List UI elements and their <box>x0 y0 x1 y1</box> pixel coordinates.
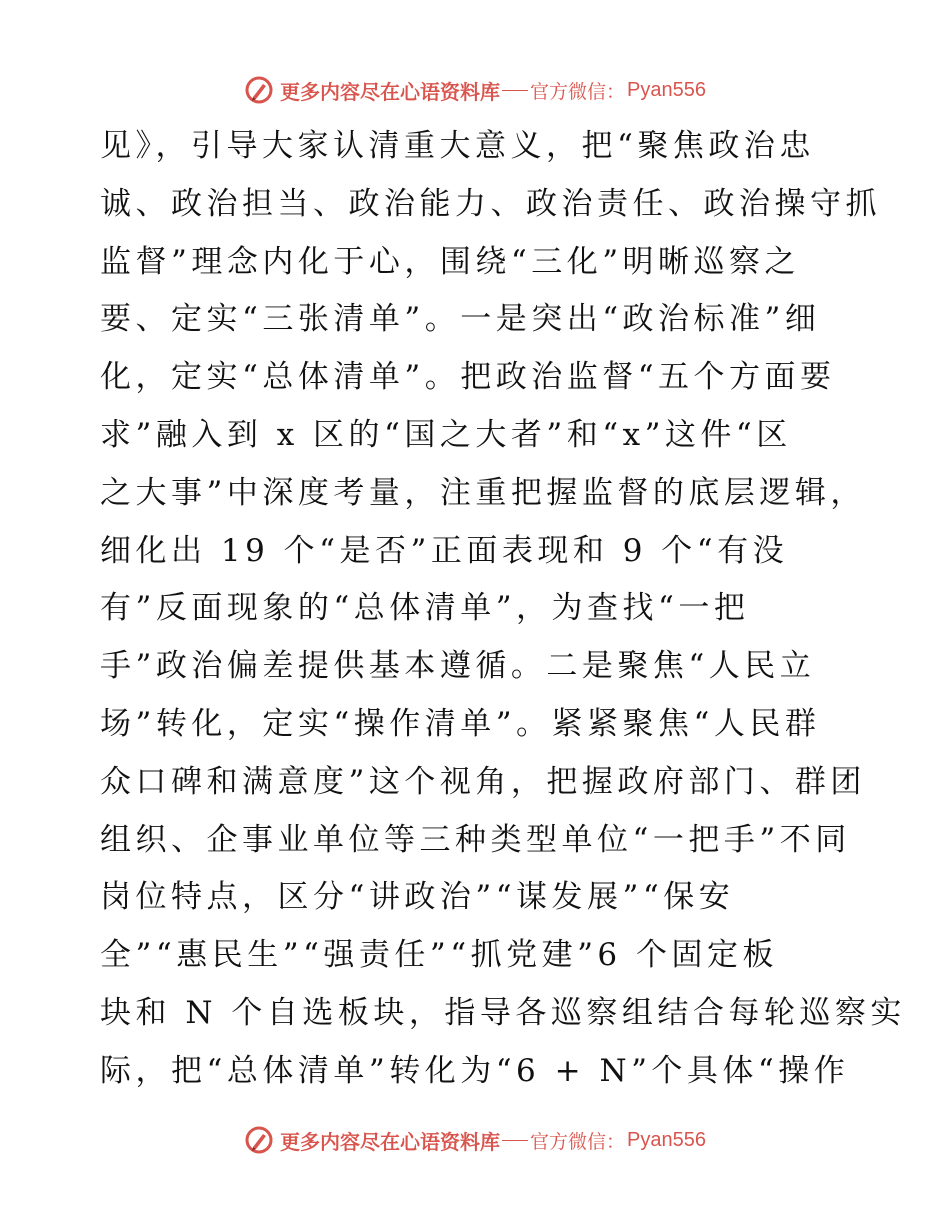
header-contact-id: Pyan556 <box>627 78 706 101</box>
text-line: 组织、企事业单位等三种类型单位“一把手”不同 <box>100 821 851 858</box>
text-line: 有”反面现象的“总体清单”，为查找“一把 <box>100 590 750 627</box>
footer-banner <box>0 1120 950 1160</box>
text-line: 际，把“总体清单”转化为“6 + N”个具体“操作 <box>100 1052 850 1089</box>
header-title: 更多内容尽在心语资料库 <box>280 79 500 104</box>
text-line: 要、定实“三张清单”。一是突出“政治标准”细 <box>100 301 821 338</box>
header-contact-label: 官方微信： <box>530 80 626 103</box>
text-line: 化，定实“总体清单”。把政治监督“五个方面要 <box>100 359 836 396</box>
text-line: 岗位特点，区分“讲政治”“谋发展”“保安 <box>100 879 735 916</box>
text-line: 细化出 19 个“是否”正面表现和 9 个“有没 <box>100 532 789 569</box>
text-line: 手”政治偏差提供基本遵循。二是聚焦“人民立 <box>100 648 816 685</box>
text-line: 监督”理念内化于心，围绕“三化”明晰巡察之 <box>100 243 801 280</box>
text-line: 块和 N 个自选板块，指导各巡察组结合每轮巡察实 <box>100 994 906 1031</box>
pen-circle-icon <box>244 1125 274 1155</box>
pen-circle-icon <box>244 75 274 105</box>
footer-dash <box>502 1140 528 1141</box>
text-line: 之大事”中深度考量，注重把握监督的底层逻辑， <box>100 474 866 511</box>
document-body <box>100 118 906 1101</box>
footer-contact-label: 官方微信： <box>530 1130 626 1153</box>
header-dash <box>502 90 528 91</box>
footer-title: 更多内容尽在心语资料库 <box>280 1129 500 1154</box>
text-line: 场”转化，定实“操作清单”。紧紧聚焦“人民群 <box>100 705 821 742</box>
text-line: 求”融入到 x 区的“国之大者”和“x”这件“区 <box>100 416 792 453</box>
footer-contact-id: Pyan556 <box>627 1128 706 1151</box>
text-line: 见》，引导大家认清重大意义，把“聚焦政治忠 <box>100 128 815 164</box>
header-banner <box>0 70 950 110</box>
text-line: 众口碑和满意度”这个视角，把握政府部门、群团 <box>100 763 866 800</box>
text-line: 诚、政治担当、政治能力、政治责任、政治操守抓 <box>100 185 881 222</box>
text-line: 全”“惠民生”“强责任”“抓党建”6 个固定板 <box>100 937 779 974</box>
